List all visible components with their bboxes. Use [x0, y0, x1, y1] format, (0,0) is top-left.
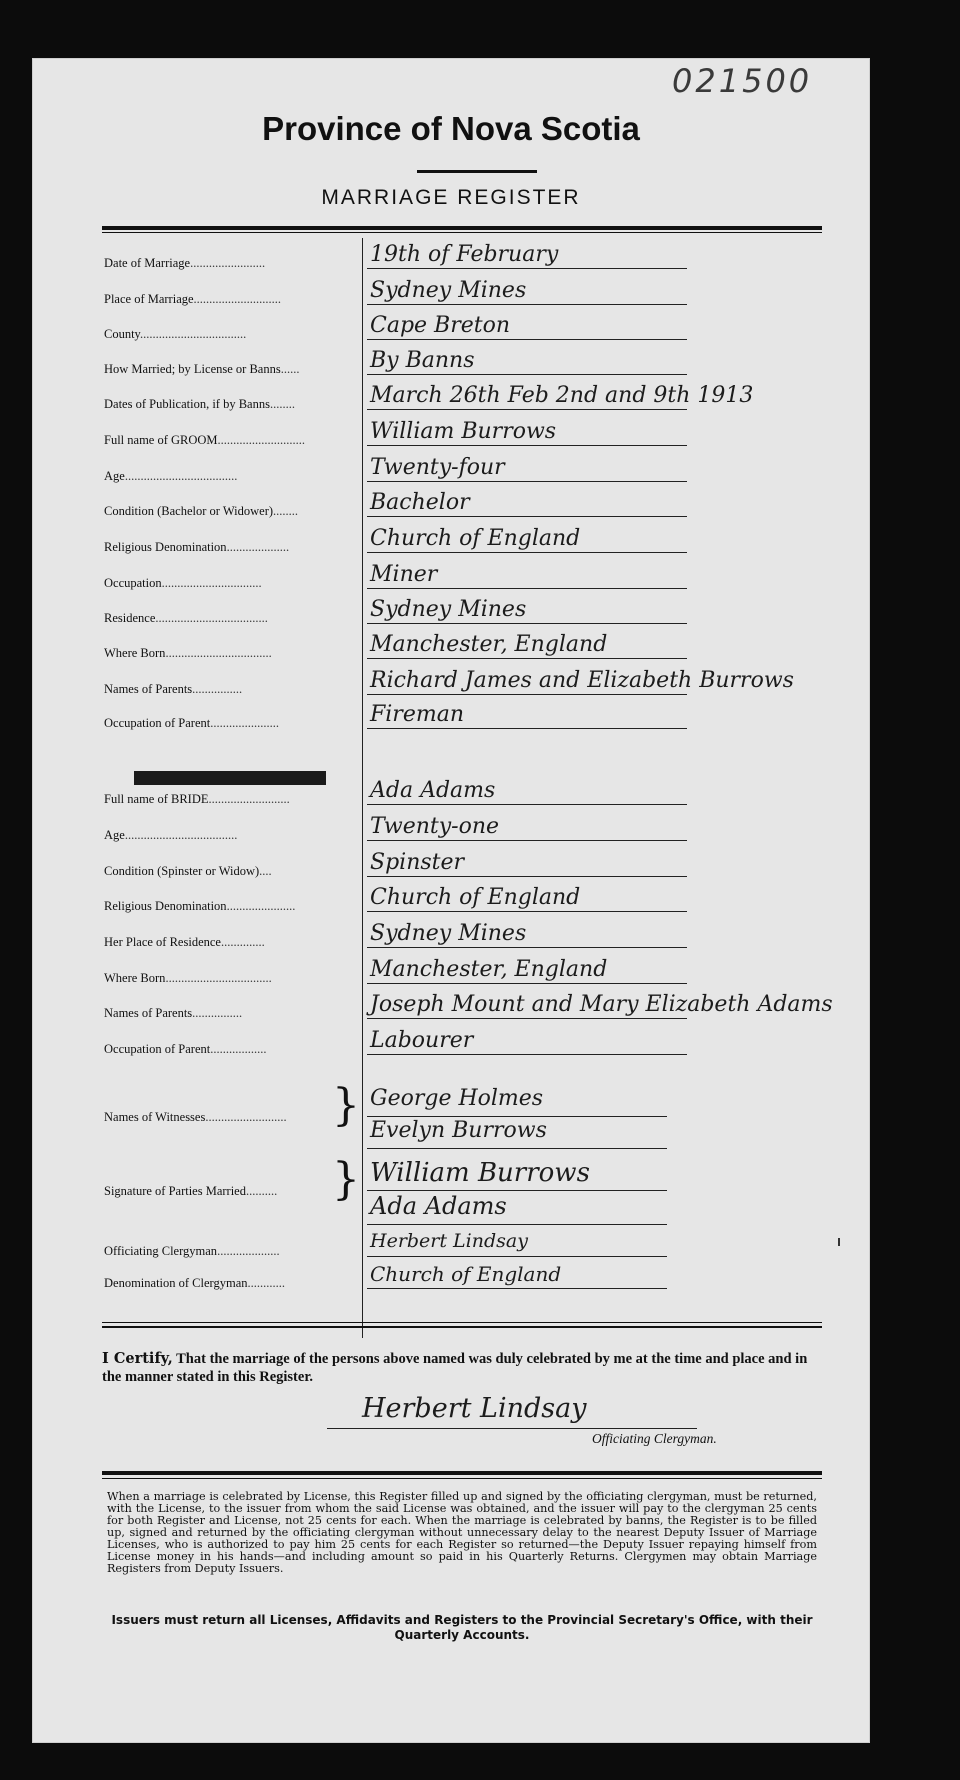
clergy-caption: Officiating Clergyman.: [592, 1431, 717, 1446]
field-value: Miner: [370, 562, 438, 587]
field-value: 19th of February: [370, 242, 559, 267]
field-label: Where Born..................................: [104, 971, 272, 985]
field-value: Spinster: [370, 850, 465, 875]
field-line: [367, 947, 687, 948]
mid-thin-rule: [102, 1322, 822, 1323]
field-line: [367, 374, 687, 375]
bride-signature: Ada Adams: [370, 1192, 507, 1220]
field-label: Religious Denomination......................: [104, 899, 296, 913]
field-line: [367, 516, 687, 517]
field-value: Fireman: [370, 702, 464, 727]
field-line: [367, 445, 687, 446]
certify-lead: I Certify,: [102, 1350, 173, 1367]
field-label: Condition (Spinster or Widow)....: [104, 864, 272, 878]
lower-thin-rule: [102, 1478, 822, 1479]
bride-signature-line: [367, 1224, 667, 1225]
field-label: Condition (Bachelor or Widower)........: [104, 504, 299, 518]
field-label: Names of Parents................: [104, 682, 243, 696]
field-line: [367, 728, 687, 729]
field-line: [367, 983, 687, 984]
field-line: [367, 481, 687, 482]
field-value: Labourer: [370, 1028, 474, 1053]
field-value: Manchester, England: [370, 957, 608, 982]
field-label: Names of Parents................: [104, 1006, 243, 1020]
signatures-label: Signature of Parties Married..........: [104, 1184, 278, 1198]
field-value: Manchester, England: [370, 632, 608, 657]
lower-thick-rule: [102, 1471, 822, 1475]
register-subtitle: MARRIAGE REGISTER: [321, 186, 581, 209]
officiating-value: Herbert Lindsay: [370, 1230, 528, 1252]
field-value: By Banns: [370, 348, 475, 373]
title-rule: [417, 170, 537, 173]
field-label: Where Born..................................: [104, 646, 272, 660]
field-line: [367, 876, 687, 877]
field-line: [367, 409, 687, 410]
field-line: [367, 268, 687, 269]
field-line: [367, 804, 687, 805]
field-value: William Burrows: [370, 419, 557, 444]
witnesses-label: Names of Witnesses..........................: [104, 1110, 287, 1124]
witness-2: Evelyn Burrows: [370, 1118, 547, 1143]
field-line: [367, 911, 687, 912]
field-value: Ada Adams: [370, 778, 496, 803]
top-thick-rule: [102, 226, 822, 230]
officiating-line: [367, 1256, 667, 1257]
field-label: Her Place of Residence..............: [104, 935, 265, 949]
field-label: Full name of BRIDE..........................: [104, 792, 290, 806]
stray-mark: [838, 1238, 840, 1246]
field-value: Bachelor: [370, 490, 470, 515]
redaction-bar: [134, 771, 326, 785]
page-title: Province of Nova Scotia: [262, 110, 640, 147]
field-line: [367, 1018, 687, 1019]
signatures-brace: }: [332, 1154, 360, 1205]
field-line: [367, 840, 687, 841]
field-line: [367, 588, 687, 589]
clergy-signature-line: [327, 1428, 697, 1429]
field-label: Dates of Publication, if by Banns........: [104, 397, 295, 411]
field-label: Place of Marriage............................: [104, 292, 282, 306]
field-label: Full name of GROOM............................: [104, 433, 306, 447]
field-value: Church of England: [370, 885, 581, 910]
field-line: [367, 1054, 687, 1055]
field-line: [367, 304, 687, 305]
clergy-signature: Herbert Lindsay: [362, 1393, 587, 1424]
witnesses-brace: }: [332, 1080, 360, 1131]
instructions-note: When a marriage is celebrated by License, this Register filled up and signed by the officiating clergyman, must be returned, with the License, to the issuer from whom the said License was obtained, and the issuer will pay to the clergyman 25 cents for both Register and License, not 25 cents for each. When the marriage is celebrated by banns, the Register is to be filled up, signed and returned by the officiating clergyman without unnecessary delay to the nearest Deputy Issuer of Marriage Licenses, who is authorized to pay him 25 cents for each Register so returned—the Deputy Issuer repaying himself from License money in his hands—and including amount so paid in his Quarterly Returns. Clergymen may obtain Marriage Registers from Deputy Issuers.: [107, 1490, 817, 1575]
field-label: Occupation................................: [104, 576, 262, 590]
field-value: Joseph Mount and Mary Elizabeth Adams: [370, 992, 833, 1017]
field-line: [367, 694, 687, 695]
top-thin-rule: [102, 232, 822, 233]
field-label: Date of Marriage........................: [104, 256, 266, 270]
issuers-note: Issuers must return all Licenses, Affidavits and Registers to the Provincial Secretary's Office, with their Quarterly Accounts.: [111, 1613, 813, 1642]
field-value: Church of England: [370, 526, 581, 551]
field-line: [367, 623, 687, 624]
field-label: Occupation of Parent......................: [104, 716, 279, 730]
mid-thick-rule: [102, 1326, 822, 1328]
field-line: [367, 658, 687, 659]
field-label: Age....................................: [104, 828, 238, 842]
field-label: Occupation of Parent..................: [104, 1042, 267, 1056]
field-line: [367, 552, 687, 553]
field-value: Sydney Mines: [370, 278, 527, 303]
certify-body: That the marriage of the persons above named was duly celebrated by me at the time and place and in the manner stated in this Register.: [102, 1351, 808, 1385]
field-line: [367, 339, 687, 340]
field-value: Twenty-one: [370, 814, 500, 839]
witness-1-line: [367, 1116, 667, 1117]
field-value: Sydney Mines: [370, 921, 527, 946]
denomination-clergy-label: Denomination of Clergyman............: [104, 1276, 285, 1290]
field-value: March 26th Feb 2nd and 9th 1913: [370, 383, 754, 408]
witness-1: George Holmes: [370, 1086, 544, 1111]
field-label: How Married; by License or Banns......: [104, 362, 300, 376]
field-label: County..................................: [104, 327, 247, 341]
field-value: Richard James and Elizabeth Burrows: [370, 668, 794, 693]
field-value: Twenty-four: [370, 455, 505, 480]
groom-signature: William Burrows: [370, 1158, 590, 1188]
field-label: Religious Denomination....................: [104, 540, 290, 554]
field-value: Cape Breton: [370, 313, 511, 338]
field-label: Residence....................................: [104, 611, 268, 625]
groom-signature-line: [367, 1190, 667, 1191]
register-sheet: [32, 58, 870, 1743]
field-value: Sydney Mines: [370, 597, 527, 622]
witness-2-line: [367, 1148, 667, 1149]
denomination-clergy-value: Church of England: [370, 1262, 562, 1286]
denomination-clergy-line: [367, 1288, 667, 1289]
file-number: 021500: [672, 62, 813, 100]
officiating-label: Officiating Clergyman....................: [104, 1244, 280, 1258]
field-label: Age....................................: [104, 469, 238, 483]
certification-text: [102, 1350, 822, 1386]
column-divider: [362, 238, 363, 1338]
